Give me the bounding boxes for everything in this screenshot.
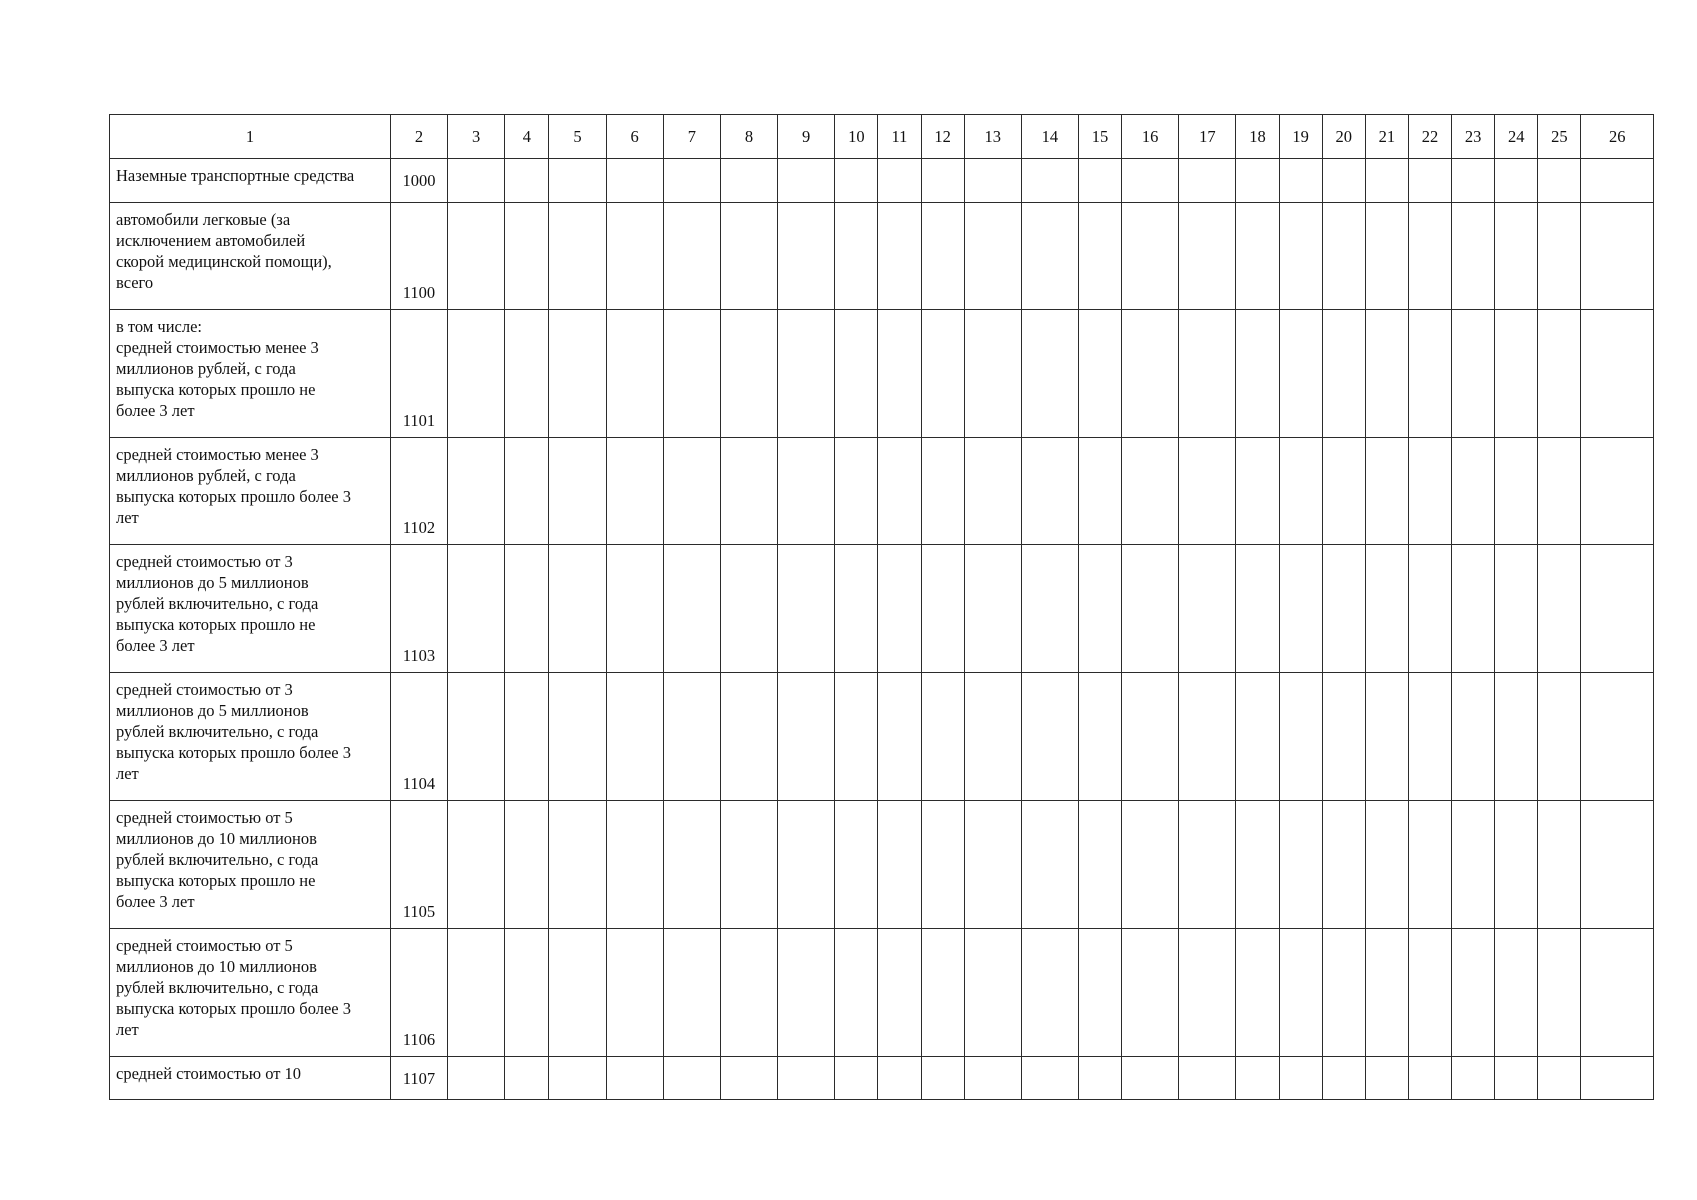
row-code: 1100 (390, 203, 447, 310)
data-cell[interactable] (1021, 1057, 1078, 1100)
data-cell[interactable] (1538, 545, 1581, 673)
data-cell[interactable] (720, 801, 777, 929)
data-cell[interactable] (1179, 1057, 1236, 1100)
data-cell[interactable] (1581, 673, 1654, 801)
data-cell[interactable] (835, 438, 878, 545)
data-cell[interactable] (1179, 203, 1236, 310)
data-cell[interactable] (778, 310, 835, 438)
data-cell[interactable] (549, 545, 606, 673)
column-number-17: 17 (1179, 115, 1236, 159)
data-cell[interactable] (778, 1057, 835, 1100)
data-cell[interactable] (778, 203, 835, 310)
data-cell[interactable] (964, 438, 1021, 545)
table-row (110, 438, 1654, 545)
row-code: 1105 (390, 801, 447, 929)
data-cell[interactable] (1452, 203, 1495, 310)
data-cell[interactable] (1322, 545, 1365, 673)
data-cell[interactable] (1021, 310, 1078, 438)
data-cell[interactable] (878, 545, 921, 673)
data-cell[interactable] (1078, 929, 1121, 1057)
data-cell[interactable] (878, 1057, 921, 1100)
data-cell[interactable] (1322, 673, 1365, 801)
data-cell[interactable] (835, 801, 878, 929)
data-cell[interactable] (606, 203, 663, 310)
data-cell[interactable] (606, 159, 663, 203)
data-cell[interactable] (1236, 801, 1279, 929)
data-cell[interactable] (921, 1057, 964, 1100)
data-cell[interactable] (964, 673, 1021, 801)
data-cell[interactable] (1279, 801, 1322, 929)
data-cell[interactable] (778, 801, 835, 929)
table-row (110, 1057, 1654, 1100)
data-cell[interactable] (1452, 159, 1495, 203)
column-number-row (110, 115, 1654, 159)
data-cell[interactable] (921, 310, 964, 438)
row-code: 1106 (390, 929, 447, 1057)
data-cell[interactable] (1581, 438, 1654, 545)
column-number-24: 24 (1495, 115, 1538, 159)
data-cell[interactable] (1538, 159, 1581, 203)
data-cell[interactable] (778, 159, 835, 203)
data-cell[interactable] (505, 1057, 549, 1100)
data-cell[interactable] (448, 203, 505, 310)
data-cell[interactable] (921, 203, 964, 310)
data-cell[interactable] (505, 929, 549, 1057)
row-label: средней стоимостью от 3 миллионов до 5 миллионов рублей включительно, с года выпуска которых прошло не более 3 лет (110, 545, 391, 673)
data-cell[interactable] (964, 801, 1021, 929)
data-cell[interactable] (835, 310, 878, 438)
row-label: средней стоимостью от 3 миллионов до 5 миллионов рублей включительно, с года выпуска которых прошло более 3 лет (110, 673, 391, 801)
data-cell[interactable] (964, 310, 1021, 438)
data-cell[interactable] (878, 801, 921, 929)
data-cell[interactable] (663, 1057, 720, 1100)
data-cell[interactable] (663, 929, 720, 1057)
data-cell[interactable] (549, 310, 606, 438)
data-cell[interactable] (1179, 159, 1236, 203)
data-cell[interactable] (1279, 929, 1322, 1057)
data-cell[interactable] (663, 310, 720, 438)
data-cell[interactable] (549, 1057, 606, 1100)
row-label: автомобили легковые (за исключением автомобилей скорой медицинской помощи), всего (110, 203, 391, 310)
data-cell[interactable] (921, 929, 964, 1057)
data-cell[interactable] (835, 673, 878, 801)
data-cell[interactable] (778, 438, 835, 545)
data-cell[interactable] (505, 673, 549, 801)
data-cell[interactable] (1495, 673, 1538, 801)
data-cell[interactable] (606, 545, 663, 673)
data-cell[interactable] (1408, 545, 1451, 673)
data-cell[interactable] (1122, 929, 1179, 1057)
row-label: средней стоимостью от 5 миллионов до 10 миллионов рублей включительно, с года выпуска которых прошло не более 3 лет (110, 801, 391, 929)
data-cell[interactable] (606, 673, 663, 801)
data-cell[interactable] (1365, 545, 1408, 673)
data-cell[interactable] (720, 203, 777, 310)
data-cell[interactable] (1236, 203, 1279, 310)
data-cell[interactable] (505, 545, 549, 673)
data-cell[interactable] (505, 159, 549, 203)
data-cell[interactable] (921, 545, 964, 673)
data-cell[interactable] (720, 310, 777, 438)
data-cell[interactable] (549, 929, 606, 1057)
data-cell[interactable] (1452, 929, 1495, 1057)
data-cell[interactable] (1452, 673, 1495, 801)
data-cell[interactable] (1322, 801, 1365, 929)
column-number-26: 26 (1581, 115, 1654, 159)
data-cell[interactable] (448, 545, 505, 673)
data-cell[interactable] (720, 929, 777, 1057)
column-number-21: 21 (1365, 115, 1408, 159)
data-cell[interactable] (448, 673, 505, 801)
data-cell[interactable] (1078, 159, 1121, 203)
row-label: Наземные транспортные средства (110, 159, 391, 203)
data-cell[interactable] (1452, 310, 1495, 438)
data-cell[interactable] (720, 438, 777, 545)
data-cell[interactable] (778, 929, 835, 1057)
data-cell[interactable] (505, 438, 549, 545)
data-cell[interactable] (964, 159, 1021, 203)
data-cell[interactable] (1322, 929, 1365, 1057)
data-cell[interactable] (1078, 673, 1121, 801)
data-cell[interactable] (835, 203, 878, 310)
data-cell[interactable] (1365, 801, 1408, 929)
data-cell[interactable] (964, 203, 1021, 310)
data-cell[interactable] (1581, 801, 1654, 929)
data-cell[interactable] (1122, 438, 1179, 545)
row-code: 1107 (390, 1057, 447, 1100)
data-cell[interactable] (1408, 1057, 1451, 1100)
data-cell[interactable] (1408, 673, 1451, 801)
column-number-2: 2 (390, 115, 447, 159)
row-label: средней стоимостью от 10 (110, 1057, 391, 1100)
data-cell[interactable] (1179, 801, 1236, 929)
data-cell[interactable] (720, 1057, 777, 1100)
data-cell[interactable] (1408, 929, 1451, 1057)
column-number-20: 20 (1322, 115, 1365, 159)
data-cell[interactable] (778, 545, 835, 673)
data-cell[interactable] (1179, 545, 1236, 673)
data-cell[interactable] (1538, 203, 1581, 310)
data-cell[interactable] (1236, 929, 1279, 1057)
data-cell[interactable] (448, 438, 505, 545)
data-cell[interactable] (1179, 929, 1236, 1057)
data-cell[interactable] (1365, 1057, 1408, 1100)
data-cell[interactable] (1279, 203, 1322, 310)
data-cell[interactable] (1495, 438, 1538, 545)
row-code: 1102 (390, 438, 447, 545)
data-cell[interactable] (1581, 545, 1654, 673)
data-cell[interactable] (448, 1057, 505, 1100)
row-code: 1104 (390, 673, 447, 801)
data-cell[interactable] (1408, 159, 1451, 203)
column-number-13: 13 (964, 115, 1021, 159)
data-cell[interactable] (964, 929, 1021, 1057)
data-cell[interactable] (1078, 310, 1121, 438)
data-cell[interactable] (1279, 1057, 1322, 1100)
data-cell[interactable] (1021, 203, 1078, 310)
data-cell[interactable] (1122, 203, 1179, 310)
data-cell[interactable] (1365, 310, 1408, 438)
data-cell[interactable] (1322, 1057, 1365, 1100)
data-cell[interactable] (1078, 203, 1121, 310)
data-cell[interactable] (1538, 801, 1581, 929)
data-cell[interactable] (505, 801, 549, 929)
data-cell[interactable] (921, 159, 964, 203)
data-cell[interactable] (1021, 159, 1078, 203)
data-cell[interactable] (1322, 159, 1365, 203)
data-cell[interactable] (720, 159, 777, 203)
data-cell[interactable] (878, 159, 921, 203)
data-cell[interactable] (1581, 1057, 1654, 1100)
data-cell[interactable] (964, 1057, 1021, 1100)
data-cell[interactable] (1021, 438, 1078, 545)
column-number-6: 6 (606, 115, 663, 159)
column-number-23: 23 (1452, 115, 1495, 159)
table-row (110, 801, 1654, 929)
data-cell[interactable] (1236, 438, 1279, 545)
data-cell[interactable] (1236, 673, 1279, 801)
data-cell[interactable] (1122, 310, 1179, 438)
data-cell[interactable] (1538, 1057, 1581, 1100)
data-cell[interactable] (1408, 801, 1451, 929)
table-row (110, 203, 1654, 310)
row-label: в том числе: средней стоимостью менее 3 миллионов рублей, с года выпуска которых прошло не более 3 лет (110, 310, 391, 438)
data-cell[interactable] (1122, 159, 1179, 203)
data-cell[interactable] (835, 545, 878, 673)
data-cell[interactable] (1122, 673, 1179, 801)
data-cell[interactable] (1365, 159, 1408, 203)
data-cell[interactable] (1495, 545, 1538, 673)
data-cell[interactable] (1581, 310, 1654, 438)
column-number-12: 12 (921, 115, 964, 159)
column-number-3: 3 (448, 115, 505, 159)
data-cell[interactable] (921, 438, 964, 545)
data-cell[interactable] (606, 801, 663, 929)
data-cell[interactable] (1495, 310, 1538, 438)
data-cell[interactable] (1408, 310, 1451, 438)
data-cell[interactable] (448, 929, 505, 1057)
row-code: 1103 (390, 545, 447, 673)
column-number-4: 4 (505, 115, 549, 159)
data-cell[interactable] (1365, 203, 1408, 310)
column-number-11: 11 (878, 115, 921, 159)
column-number-9: 9 (778, 115, 835, 159)
data-cell[interactable] (606, 1057, 663, 1100)
data-cell[interactable] (1495, 1057, 1538, 1100)
column-number-14: 14 (1021, 115, 1078, 159)
data-cell[interactable] (505, 203, 549, 310)
data-cell[interactable] (1452, 545, 1495, 673)
column-number-16: 16 (1122, 115, 1179, 159)
form-sheet (109, 114, 1654, 1100)
column-number-22: 22 (1408, 115, 1451, 159)
data-cell[interactable] (1452, 1057, 1495, 1100)
data-cell[interactable] (1122, 1057, 1179, 1100)
column-number-15: 15 (1078, 115, 1121, 159)
data-cell[interactable] (1495, 929, 1538, 1057)
column-number-25: 25 (1538, 115, 1581, 159)
data-cell[interactable] (1179, 438, 1236, 545)
data-cell[interactable] (1179, 310, 1236, 438)
data-cell[interactable] (448, 801, 505, 929)
data-cell[interactable] (1365, 673, 1408, 801)
data-cell[interactable] (1495, 159, 1538, 203)
data-cell[interactable] (549, 438, 606, 545)
column-number-5: 5 (549, 115, 606, 159)
data-cell[interactable] (835, 929, 878, 1057)
data-cell[interactable] (921, 673, 964, 801)
data-cell[interactable] (505, 310, 549, 438)
table-row (110, 545, 1654, 673)
data-cell[interactable] (1279, 673, 1322, 801)
data-cell[interactable] (1452, 438, 1495, 545)
data-cell[interactable] (606, 438, 663, 545)
data-cell[interactable] (1021, 545, 1078, 673)
data-cell[interactable] (778, 673, 835, 801)
data-cell[interactable] (1581, 929, 1654, 1057)
data-cell[interactable] (921, 801, 964, 929)
data-cell[interactable] (1279, 310, 1322, 438)
data-cell[interactable] (1021, 801, 1078, 929)
data-cell[interactable] (835, 1057, 878, 1100)
data-cell[interactable] (1581, 159, 1654, 203)
data-cell[interactable] (663, 545, 720, 673)
data-cell[interactable] (1538, 929, 1581, 1057)
data-cell[interactable] (1538, 438, 1581, 545)
data-cell[interactable] (1122, 801, 1179, 929)
data-cell[interactable] (1078, 438, 1121, 545)
column-number-7: 7 (663, 115, 720, 159)
table-row (110, 310, 1654, 438)
data-cell[interactable] (720, 545, 777, 673)
data-cell[interactable] (1279, 545, 1322, 673)
data-cell[interactable] (549, 159, 606, 203)
data-cell[interactable] (1078, 545, 1121, 673)
data-cell[interactable] (1408, 203, 1451, 310)
data-cell[interactable] (448, 159, 505, 203)
data-cell[interactable] (1538, 310, 1581, 438)
table-row (110, 929, 1654, 1057)
data-cell[interactable] (1365, 929, 1408, 1057)
data-cell[interactable] (878, 929, 921, 1057)
column-number-10: 10 (835, 115, 878, 159)
data-cell[interactable] (1322, 438, 1365, 545)
data-cell[interactable] (720, 673, 777, 801)
data-cell[interactable] (1236, 1057, 1279, 1100)
row-label: средней стоимостью от 5 миллионов до 10 миллионов рублей включительно, с года выпуска которых прошло более 3 лет (110, 929, 391, 1057)
data-cell[interactable] (878, 203, 921, 310)
data-cell[interactable] (1495, 203, 1538, 310)
data-cell[interactable] (1538, 673, 1581, 801)
data-cell[interactable] (549, 801, 606, 929)
data-cell[interactable] (1021, 673, 1078, 801)
data-cell[interactable] (1078, 801, 1121, 929)
data-cell[interactable] (1236, 545, 1279, 673)
column-number-8: 8 (720, 115, 777, 159)
data-cell[interactable] (1078, 1057, 1121, 1100)
row-code: 1000 (390, 159, 447, 203)
data-cell[interactable] (663, 203, 720, 310)
data-cell[interactable] (663, 801, 720, 929)
data-cell[interactable] (1236, 159, 1279, 203)
data-cell[interactable] (1408, 438, 1451, 545)
data-cell[interactable] (549, 673, 606, 801)
data-cell[interactable] (1322, 310, 1365, 438)
table-row (110, 159, 1654, 203)
data-cell[interactable] (1122, 545, 1179, 673)
column-number-18: 18 (1236, 115, 1279, 159)
data-cell[interactable] (663, 159, 720, 203)
vehicle-form-table (109, 114, 1654, 1100)
data-cell[interactable] (549, 203, 606, 310)
data-cell[interactable] (1452, 801, 1495, 929)
data-cell[interactable] (1322, 203, 1365, 310)
data-cell[interactable] (1279, 159, 1322, 203)
data-cell[interactable] (1495, 801, 1538, 929)
row-code: 1101 (390, 310, 447, 438)
table-row (110, 673, 1654, 801)
row-label: средней стоимостью менее 3 миллионов рублей, с года выпуска которых прошло более 3 лет (110, 438, 391, 545)
column-number-1: 1 (110, 115, 391, 159)
data-cell[interactable] (1279, 438, 1322, 545)
data-cell[interactable] (878, 438, 921, 545)
data-cell[interactable] (663, 438, 720, 545)
data-cell[interactable] (835, 159, 878, 203)
data-cell[interactable] (1179, 673, 1236, 801)
data-cell[interactable] (1236, 310, 1279, 438)
data-cell[interactable] (1581, 203, 1654, 310)
data-cell[interactable] (448, 310, 505, 438)
data-cell[interactable] (1365, 438, 1408, 545)
data-cell[interactable] (878, 673, 921, 801)
data-cell[interactable] (878, 310, 921, 438)
data-cell[interactable] (606, 929, 663, 1057)
data-cell[interactable] (964, 545, 1021, 673)
data-cell[interactable] (1021, 929, 1078, 1057)
column-number-19: 19 (1279, 115, 1322, 159)
data-cell[interactable] (663, 673, 720, 801)
data-cell[interactable] (606, 310, 663, 438)
